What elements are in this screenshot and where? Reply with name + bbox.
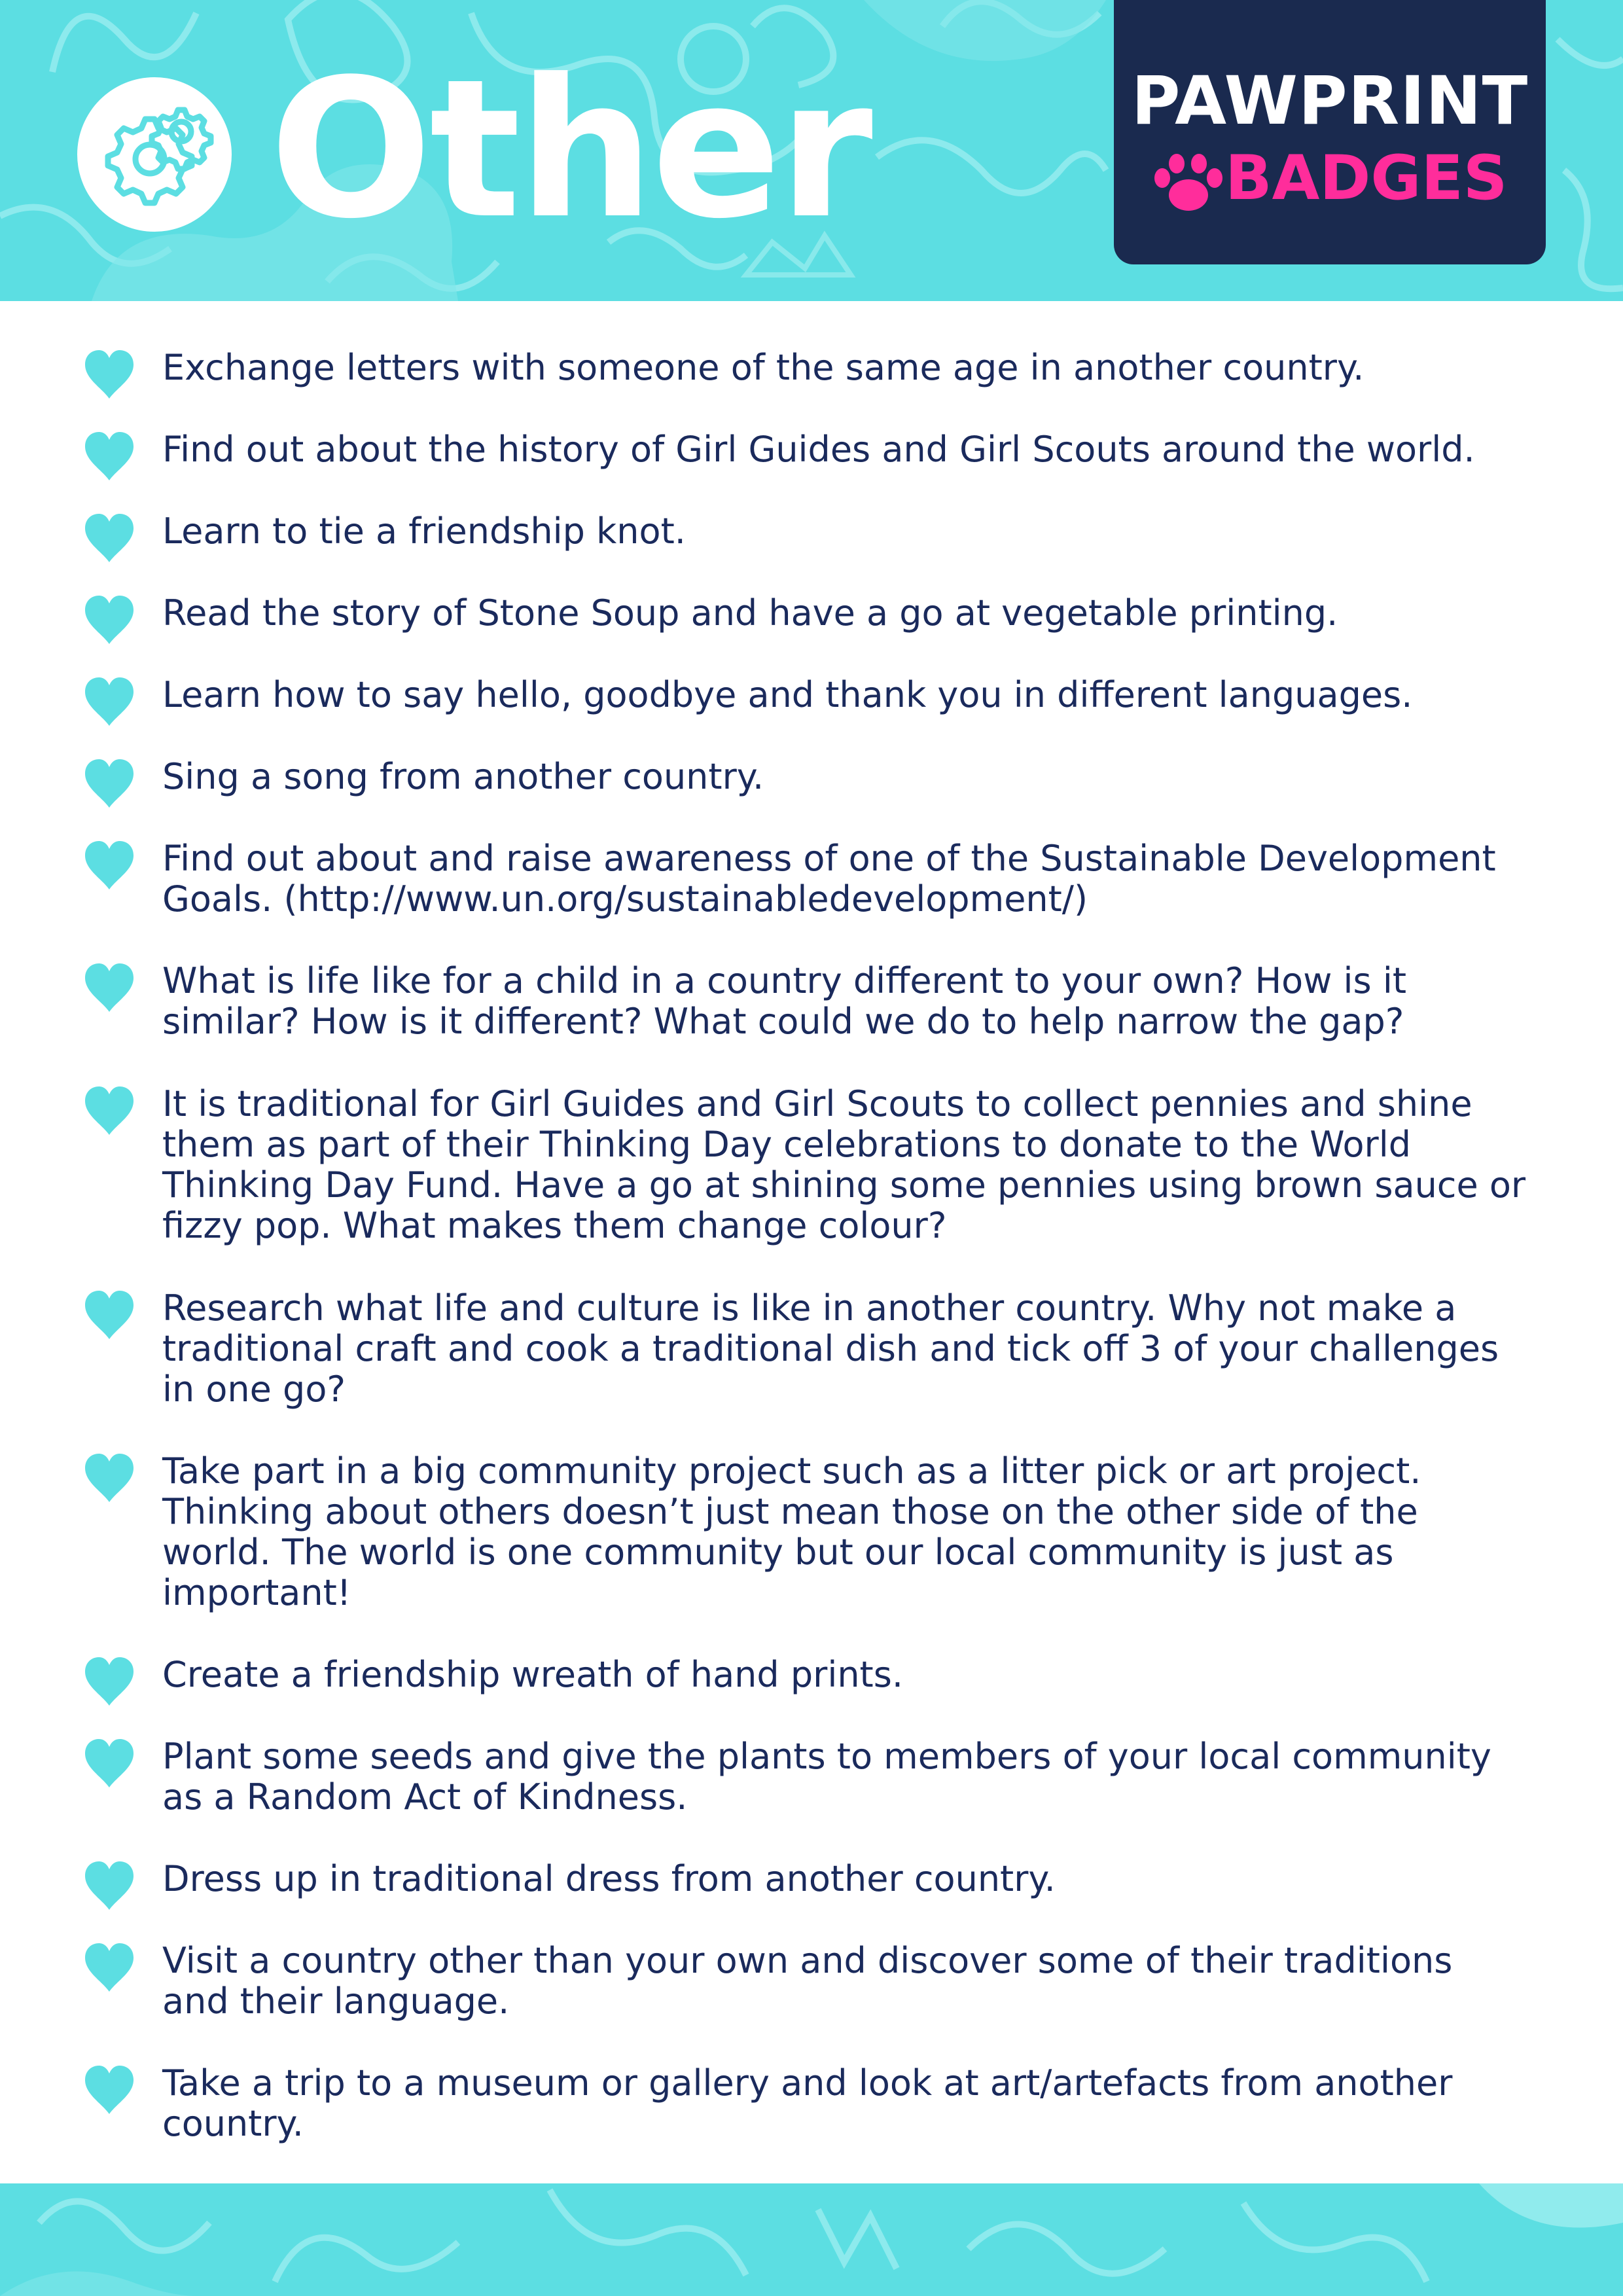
list-item-text: Take a trip to a museum or gallery and look at art/artefacts from another country.: [162, 2062, 1453, 2144]
list-item-text: Create a friendship wreath of hand prints.: [162, 1654, 904, 1695]
list-item-text: Dress up in traditional dress from another country.: [162, 1858, 1056, 1899]
list-item-text: Take part in a big community project such as a litter pick or art project. Thinking about others doesn’t just mean those on the other side of the world. The world is one community but our local community is just as important!: [162, 1450, 1421, 1613]
heart-icon: [82, 840, 136, 892]
list-item-text: It is traditional for Girl Guides and Girl Scouts to collect pennies and shine them as part of their Thinking Day celebrations to donate to the World Thinking Day Fund. Have a go at shining some pennies using brown sauce or fizzy pop. What makes them change colour?: [162, 1083, 1526, 1246]
heart-icon: [82, 676, 136, 728]
heart-icon: [82, 594, 136, 647]
heart-icon: [82, 431, 136, 483]
heart-icon: [82, 1289, 136, 1342]
heart-icon: [82, 1085, 136, 1138]
heart-icon: [82, 1452, 136, 1505]
pawprint-badges-logo: [1114, 0, 1546, 264]
logo-text-pawprint: PAWPRINT: [1131, 62, 1529, 140]
decorative-doodles: [0, 2183, 1623, 2296]
list-item-text: Sing a song from another country.: [162, 756, 764, 797]
list-item-text: Learn to tie a friendship knot.: [162, 511, 686, 552]
list-item-text: Find out about the history of Girl Guides and Girl Scouts around the world.: [162, 429, 1475, 470]
paw-print-icon: [1152, 152, 1224, 215]
list-item-text: Read the story of Stone Soup and have a go at vegetable printing.: [162, 592, 1338, 634]
page-title: Other: [270, 38, 870, 260]
list-item-text: Visit a country other than your own and discover some of their traditions and their language.: [162, 1940, 1453, 2022]
list-item-text: Exchange letters with someone of the same age in another country.: [162, 347, 1364, 388]
heart-icon: [82, 1738, 136, 1790]
list-item-text: Learn how to say hello, goodbye and thank you in different languages.: [162, 674, 1413, 715]
heart-icon: [82, 1860, 136, 1912]
list-item-text: Find out about and raise awareness of one of the Sustainable Development Goals. (http://www.un.org/sustainabledevelopment/): [162, 838, 1496, 920]
heart-icon: [82, 1656, 136, 1708]
footer-banner: [0, 2183, 1623, 2296]
heart-icon: [82, 2064, 136, 2117]
header-banner: [0, 0, 1623, 301]
heart-icon: [82, 962, 136, 1014]
gears-icon: [77, 77, 232, 232]
list-item-text: What is life like for a child in a country different to your own? How is it similar? How is it different? What could we do to help narrow the gap?: [162, 960, 1407, 1042]
list-item-text: Research what life and culture is like in another country. Why not make a traditional craft and cook a traditional dish and tick off 3 of your challenges in one go?: [162, 1287, 1499, 1410]
heart-icon: [82, 758, 136, 810]
logo-text-badges: BADGES: [1225, 143, 1508, 214]
heart-icon: [82, 512, 136, 565]
heart-icon: [82, 1942, 136, 1994]
heart-icon: [82, 349, 136, 401]
list-item-text: Plant some seeds and give the plants to members of your local community as a Random Act of Kindness.: [162, 1736, 1491, 1818]
